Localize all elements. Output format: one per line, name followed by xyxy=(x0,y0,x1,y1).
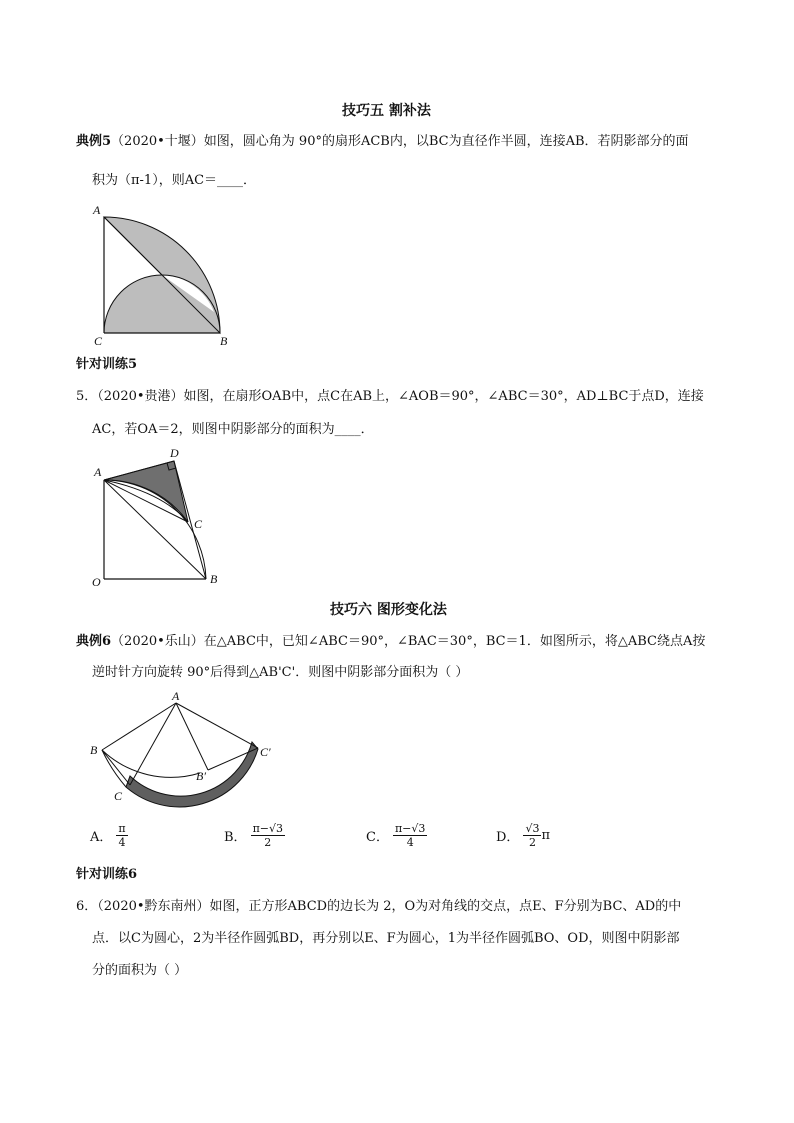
option-b-fraction xyxy=(251,822,285,849)
label-B: B xyxy=(90,743,98,757)
option-b-num: π−√3 xyxy=(252,822,284,835)
option-d-fraction xyxy=(523,822,541,849)
option-c[interactable] xyxy=(366,822,427,849)
label-A: A xyxy=(94,465,102,479)
option-b-den: 2 xyxy=(264,836,272,849)
training6-label: 针对训练6 xyxy=(76,867,138,882)
segment-ac xyxy=(130,703,176,785)
training6-line3: 分的面积为（ ） xyxy=(92,963,188,978)
option-a-den: 4 xyxy=(118,836,126,849)
section5-title: 技巧五 割补法 xyxy=(342,103,431,119)
label-O: O xyxy=(92,575,101,589)
option-d-den: 2 xyxy=(528,836,536,849)
option-b-letter: B． xyxy=(224,830,247,845)
label-A: A xyxy=(172,690,180,703)
figure-sector-acb xyxy=(88,200,238,350)
example5-text1: （2020•十堰）如图，圆心角为 90°的扇形ACB内，以BC为直径作半圆，连接AB．若阴影部分的面 xyxy=(111,134,689,149)
example5-line2: 积为（π-1），则AC＝____． xyxy=(92,173,257,188)
option-b[interactable] xyxy=(224,822,285,849)
training6-line2: 点．以C为圆心，2为半径作圆弧BD，再分别以E、F为圆心，1为半径作圆弧BO、OD，则图中阴影部 xyxy=(92,931,680,946)
option-c-den: 4 xyxy=(406,836,414,849)
example6-text1: （2020•乐山）在△ABC中，已知∠ABC＝90°，∠BAC＝30°，BC＝1．如图所示，将△ABC绕点A按 xyxy=(111,634,706,649)
training5-line1: 5．（2020•贵港）如图，在扇形OAB中，点C在AB上，∠AOB＝90°，∠ABC＝30°，AD⊥BC于点D，连接 xyxy=(76,389,704,404)
training5-label: 针对训练5 xyxy=(76,357,138,372)
label-C: C xyxy=(194,517,203,531)
segment-bc xyxy=(102,750,130,785)
figure-sector-oab xyxy=(88,446,228,590)
option-a-letter: A． xyxy=(90,830,113,845)
figure-rotation xyxy=(86,690,286,810)
option-a-num: π xyxy=(118,822,126,835)
label-A: A xyxy=(93,203,101,217)
option-d-letter: D． xyxy=(496,830,520,845)
option-a-fraction xyxy=(116,822,127,849)
option-c-letter: C． xyxy=(366,830,389,845)
label-D: D xyxy=(170,446,179,460)
example6-line1 xyxy=(76,633,705,651)
example6-label: 典例6 xyxy=(76,634,112,649)
example6-line2: 逆时针方向旋转 90°后得到△AB'C'．则图中阴影部分面积为（ ） xyxy=(92,665,469,680)
option-c-num: π−√3 xyxy=(394,822,426,835)
segment-ab xyxy=(104,480,206,579)
example5-label: 典例5 xyxy=(76,134,112,149)
label-C: C xyxy=(94,334,103,348)
label-B: B xyxy=(210,572,218,586)
training6-line1: 6．（2020•黔东南州）如图，正方形ABCD的边长为 2，O为对角线的交点，点E、F分别为BC、AD的中 xyxy=(76,899,682,914)
option-a[interactable] xyxy=(90,822,128,849)
option-c-fraction xyxy=(393,822,427,849)
training5-line2: AC，若OA＝2，则图中阴影部分的面积为____． xyxy=(92,422,374,437)
shaded-region xyxy=(104,461,188,522)
segment-ab xyxy=(102,703,176,750)
segment-ab2 xyxy=(176,703,208,770)
label-B: B xyxy=(220,334,228,348)
option-d-suffix: π xyxy=(541,828,550,843)
section6-title: 技巧六 图形变化法 xyxy=(330,602,447,618)
segment-ac2 xyxy=(176,703,258,748)
arc-bb2 xyxy=(102,750,200,777)
arc-bc xyxy=(102,750,126,787)
option-d-num: √3 xyxy=(525,822,540,835)
label-C: C xyxy=(114,789,123,803)
option-d[interactable] xyxy=(496,822,550,849)
example5-line1 xyxy=(76,133,689,151)
label-C2: C′ xyxy=(260,745,271,759)
label-B2: B′ xyxy=(196,769,206,783)
